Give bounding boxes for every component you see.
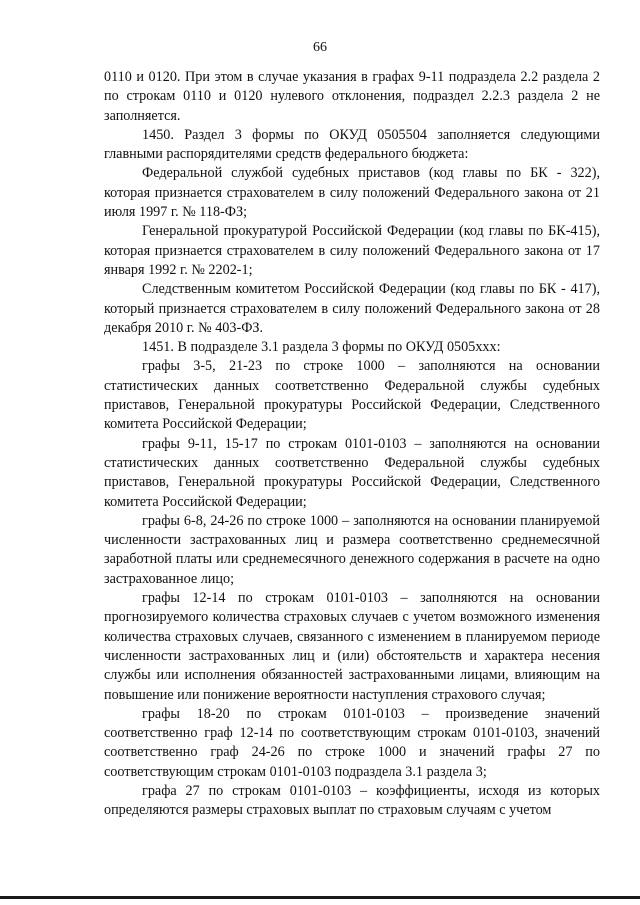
document-body [104,68,600,821]
paragraph-investigative-committee: Следственным комитетом Российской Федерации (код главы по БК - 417), который признается страхователем в силу положений Федерального закона от 28 декабря 2010 г. № 403-ФЗ. [104,281,600,336]
paragraph-columns-6-8: графы 6-8, 24-26 по строке 1000 – заполняются на основании планируемой численности застрахованных лиц и размера соответственно среднемесячной заработной платы или среднемесячного денежного содержания в расчете на одно застрахованное лицо; [104,512,600,587]
paragraph-bailiffs-service: Федеральной службой судебных приставов (код главы по БК - 322), которая признается страхователем в силу положений Федерального закона от 21 июля 1997 г. № 118-ФЗ; [104,165,600,221]
paragraph-columns-12-14: графы 12-14 по строкам 0101-0103 – заполняются на основании прогнозируемого количества страховых случаев с учетом возможного изменения количества страховых случаев, связанного с изменением в планируемом периоде численности застрахованных лиц и (или) обстоятельств и характера несения службы или исполнения обязанностей застрахованными лицами, влияющим на повышение или понижение вероятности наступления страхового случая; [104,590,600,703]
paragraph-1451: 1451. В подразделе 3.1 раздела 3 формы по ОКУД 0505ххх: [142,339,501,356]
paragraph-1450: 1450. Раздел 3 формы по ОКУД 0505504 заполняется следующими главными распорядителями средств федерального бюджета: [104,126,600,163]
page-number: 66 [313,40,327,55]
paragraph-prosecutor-office: Генеральной прокуратурой Российской Федерации (код главы по БК-415), которая признается страхователем в силу положений Федерального закона от 17 января 1992 г. № 2202-1; [104,223,600,278]
paragraph-continuation: 0110 и 0120. При этом в случае указания в графах 9-11 подраздела 2.2 раздела 2 по строкам 0110 и 0120 нулевого отклонения, подраздел 2.2.3 раздела 2 не заполняется. [104,69,600,124]
scan-bottom-edge [0,896,640,899]
paragraph-column-27: графа 27 по строкам 0101-0103 – коэффициенты, исходя из которых определяются размеры страховых выплат по страховым случаям с учетом [104,782,600,819]
paragraph-columns-3-5: графы 3-5, 21-23 по строке 1000 – заполняются на основании статистических данных соответственно Федеральной службы судебных приставов, Генеральной прокуратуры Российской Федерации, Следственного комитета Российской Федерации; [104,358,600,433]
paragraph-columns-18-20: графы 18-20 по строкам 0101-0103 – произведение значений соответственно граф 12-14 по соответствующим строкам 0101-0103, значений соответственно граф 24-26 по строке 1000 и значений графы 27 по соответствующим строкам 0101-0103 подраздела 3.1 раздела 3; [104,705,600,780]
paragraph-columns-9-11: графы 9-11, 15-17 по строкам 0101-0103 – заполняются на основании статистических данных соответственно Федеральной службы судебных приставов, Генеральной прокуратуры Российской Федерации, Следственного комитета Российской Федерации; [104,435,600,510]
